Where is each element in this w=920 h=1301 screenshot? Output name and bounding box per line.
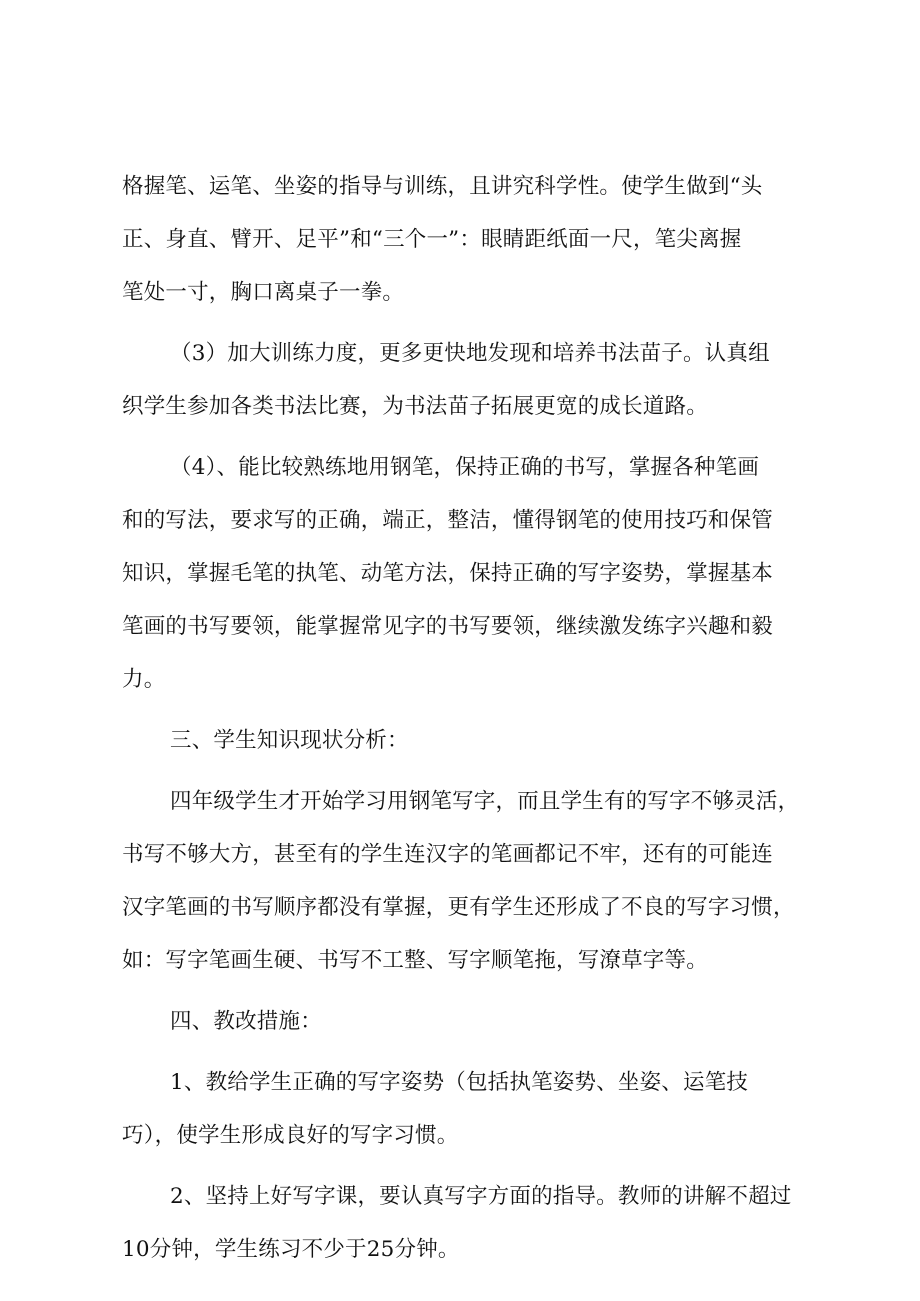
text-line: 如：写字笔画生硬、书写不工整、写字顺笔拖，写潦草字等。 — [122, 948, 708, 973]
text-line: 织学生参加各类书法比赛，为书法苗子拓展更宽的成长道路。 — [122, 394, 708, 419]
text-line: 力。 — [122, 667, 166, 692]
section-heading-4 — [122, 1003, 822, 1056]
paragraph-analysis — [122, 783, 822, 995]
text-line: 格握笔、运笔、坐姿的指导与训练，且讲究科学性。使学生做到“头 — [122, 174, 763, 199]
text-line: 1、教给学生正确的写字姿势（包括执笔姿势、坐姿、运笔技 — [170, 1070, 749, 1095]
paragraph-2 — [122, 335, 822, 441]
text-line: 书写不够大方，甚至有的学生连汉字的笔画都记不牢，还有的可能连 — [122, 842, 774, 867]
section-heading-3 — [122, 722, 822, 775]
text-line: 巧），使学生形成良好的写字习惯。 — [122, 1123, 459, 1148]
paragraph-3 — [122, 449, 822, 714]
text-line: 2、坚持上好写字课，要认真写字方面的指导。教师的讲解不超过 — [170, 1184, 792, 1209]
text-line: 四年级学生才开始学习用钢笔写字，而且学生有的写字不够灵活， — [170, 789, 800, 814]
text-line: 笔画的书写要领，能掌握常见字的书写要领，继续激发练字兴趣和毅 — [122, 614, 774, 639]
section-heading: 四、教改措施： — [170, 1009, 322, 1034]
paragraph-1 — [122, 168, 822, 327]
text-line: 笔处一寸，胸口离桌子一拳。 — [122, 280, 405, 305]
measure-item-1 — [122, 1064, 822, 1170]
document-body — [122, 168, 822, 1284]
text-line: 正、身直、臂开、足平”和“三个一”：眼睛距纸面一尺，笔尖离握 — [122, 227, 742, 252]
section-heading: 三、学生知识现状分析： — [170, 728, 409, 753]
text-line: 和的写法，要求写的正确，端正，整洁，懂得钢笔的使用技巧和保管 — [122, 508, 774, 533]
measure-item-2 — [122, 1178, 822, 1284]
text-line: 汉字笔画的书写顺序都没有掌握，更有学生还形成了不良的写字习惯， — [122, 895, 795, 920]
text-line: （4）、能比较熟练地用钢笔，保持正确的书写，掌握各种笔画 — [170, 455, 760, 480]
text-line: 知识，掌握毛笔的执笔、动笔方法，保持正确的写字姿势，掌握基本 — [122, 561, 774, 586]
text-line: 10分钟，学生练习不少于25分钟。 — [122, 1237, 460, 1262]
text-line: （3）加大训练力度，更多更快地发现和培养书法苗子。认真组 — [170, 341, 770, 366]
